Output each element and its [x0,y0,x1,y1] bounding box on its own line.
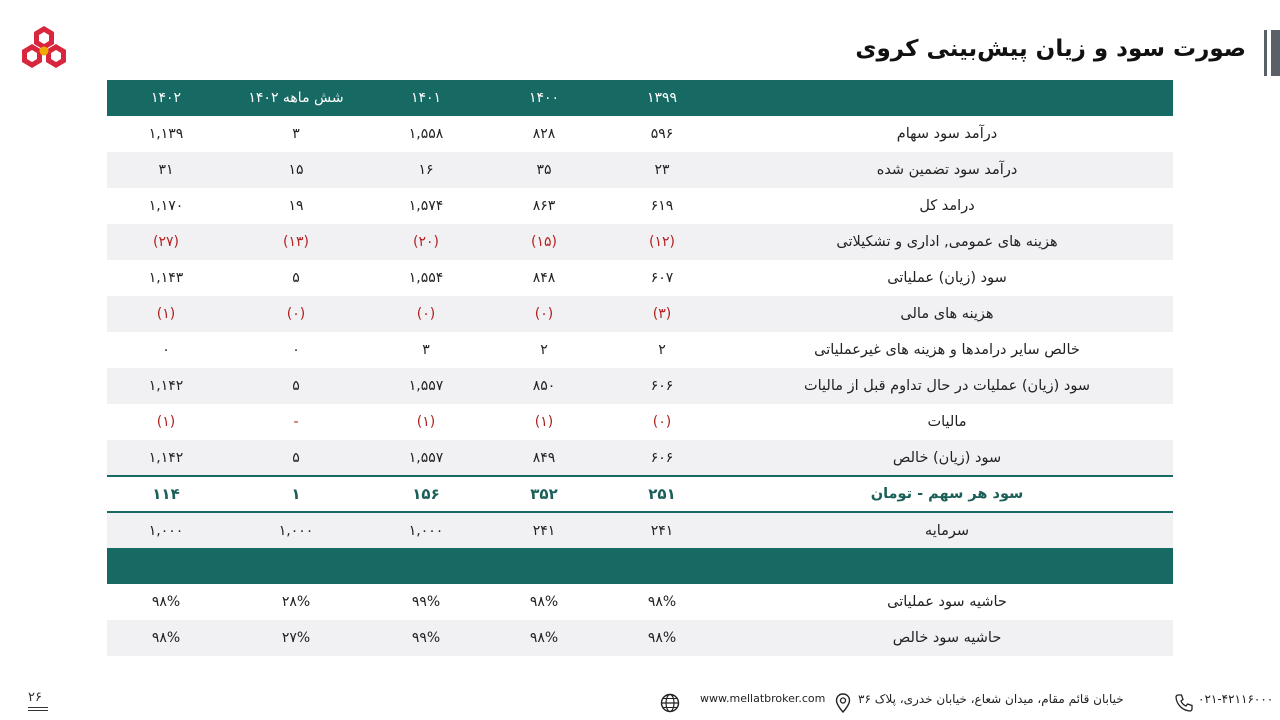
table-row [107,260,1173,296]
cell: ۱,۱۳۹ [148,126,184,142]
cell: (۲۰) [367,224,485,260]
divider-cell [107,548,1173,584]
cell: ۳ [292,126,300,142]
row-label: مالیات [927,414,967,430]
cell: (۰) [367,296,485,332]
page-number [28,690,48,711]
cell: (۱) [416,414,436,430]
cell: ۹۸% [151,594,181,610]
cell: (۱) [534,414,554,430]
row-label: سود (زیان) خالص [721,440,1173,476]
cell: - [293,414,299,430]
cell: ۵ [225,368,367,404]
cell: ۹۸% [647,594,677,610]
cell: ۹۸% [529,594,559,610]
table-header-row [107,80,1173,116]
cell: ۸۴۹ [485,440,603,476]
cell: ۲ [658,342,666,358]
page-number-text: ۲۶ [28,690,42,705]
table-row [107,368,1173,404]
cell: ۱۹ [288,198,304,214]
cell: ۶۰۶ [603,440,721,476]
header-1399: ۱۳۹۹ [603,80,721,116]
cell: ۱۵ [225,152,367,188]
phone-icon [1173,692,1195,714]
cell: ۹۹% [411,594,441,610]
cell: ۱۶ [367,152,485,188]
row-label: هزینه های عمومی, اداری و تشکیلاتی [721,224,1173,260]
cell: ۹۹% [367,620,485,656]
cell: ۲۸% [281,594,311,610]
table-row [107,116,1173,152]
cell: ۱,۰۰۰ [225,512,367,548]
table-row [107,620,1173,656]
table-row [107,440,1173,476]
section-divider-band [107,548,1173,584]
globe-icon [659,692,681,714]
cell: ۱,۵۵۸ [408,126,444,142]
cell: ۰ [292,342,300,358]
cell: ۱,۵۵۷ [367,440,485,476]
address-text: خیابان قائم مقام، میدان شعاع، خیابان خدری، پلاک ۳۶ [858,692,1124,706]
cell: ۱۱۴ [107,476,225,512]
cell: ۱,۱۴۳ [148,270,184,286]
cell: ۳۵ [485,152,603,188]
cell: ۵۹۶ [650,126,674,142]
cell: ۵ [292,270,300,286]
cell: ۸۲۸ [532,126,556,142]
cell: ۱ [225,476,367,512]
cell: ۱,۱۷۰ [148,198,184,214]
row-label: درآمد سود تضمین شده [721,152,1173,188]
eps-row [107,476,1173,512]
cell: (۰) [485,296,603,332]
cell: ۸۶۳ [532,198,556,214]
cell: ۵ [225,440,367,476]
header-1400: ۱۴۰۰ [485,80,603,116]
cell: ۸۴۸ [532,270,556,286]
table-row [107,404,1173,440]
cell: ۱,۱۴۲ [107,440,225,476]
cell: ۱,۰۰۰ [367,512,485,548]
cell: (۲۷) [107,224,225,260]
cell: ۱,۰۰۰ [107,512,225,548]
cell: (۱) [107,296,225,332]
row-label: سرمایه [721,512,1173,548]
row-label: سود (زیان) عملیات در حال تداوم قبل از مالیات [721,368,1173,404]
company-logo-icon [20,24,68,76]
cell: ۹۸% [485,620,603,656]
row-label: درآمد سود سهام [896,126,998,142]
row-label: هزینه های مالی [721,296,1173,332]
cell: (۱۳) [225,224,367,260]
location-pin-icon [832,692,854,714]
header-six-month-1402: شش ماهه ۱۴۰۲ [225,80,367,116]
table-row [107,188,1173,224]
table-row [107,152,1173,188]
title-accent-bar [1264,30,1280,76]
cell: (۳) [603,296,721,332]
income-statement-table [107,80,1173,656]
cell: ۶۰۶ [603,368,721,404]
website-link[interactable]: www.mellatbroker.com [700,692,826,705]
cell: ۱,۵۵۷ [367,368,485,404]
cell: ۱,۱۴۲ [107,368,225,404]
header-label [721,80,1173,116]
cell: ۸۵۰ [485,368,603,404]
cell: ۱,۵۵۴ [408,270,444,286]
cell: ۲۴۱ [603,512,721,548]
cell: ۶۱۹ [650,198,674,214]
row-label: سود هر سهم - تومان [721,476,1173,512]
cell: (۱۵) [485,224,603,260]
cell: (۰) [652,414,672,430]
cell: ۲۵۱ [603,476,721,512]
row-label: حاشیه سود عملیاتی [887,594,1007,610]
phone-number: ۰۲۱-۴۲۱۱۶۰۰۰ [1198,692,1274,706]
row-label: درامد کل [919,198,975,214]
cell: ۱,۵۷۴ [408,198,444,214]
table-row [107,584,1173,620]
header-1401: ۱۴۰۱ [367,80,485,116]
table-row [107,332,1173,368]
cell: ۳۱ [107,152,225,188]
row-label: حاشیه سود خالص [721,620,1173,656]
table-row [107,224,1173,260]
cell: (۱۲) [603,224,721,260]
cell: (۱) [156,414,176,430]
table-row [107,296,1173,332]
cell: ۰ [162,342,170,358]
header-1402: ۱۴۰۲ [107,80,225,116]
cell: ۲ [540,342,548,358]
cell: ۳۵۲ [485,476,603,512]
cell: ۹۸% [107,620,225,656]
cell: ۲۳ [603,152,721,188]
cell: ۳ [422,342,430,358]
row-label: سود (زیان) عملیاتی [887,270,1007,286]
page-title: صورت سود و زیان پیش‌بینی کروی [855,36,1246,62]
cell: (۰) [225,296,367,332]
cell: ۲۷% [225,620,367,656]
row-label: خالص سایر درامدها و هزینه های غیرعملیاتی [814,342,1080,358]
cell: ۱۵۶ [367,476,485,512]
capital-row [107,512,1173,548]
cell: ۹۸% [603,620,721,656]
cell: ۲۴۱ [485,512,603,548]
cell: ۶۰۷ [650,270,674,286]
